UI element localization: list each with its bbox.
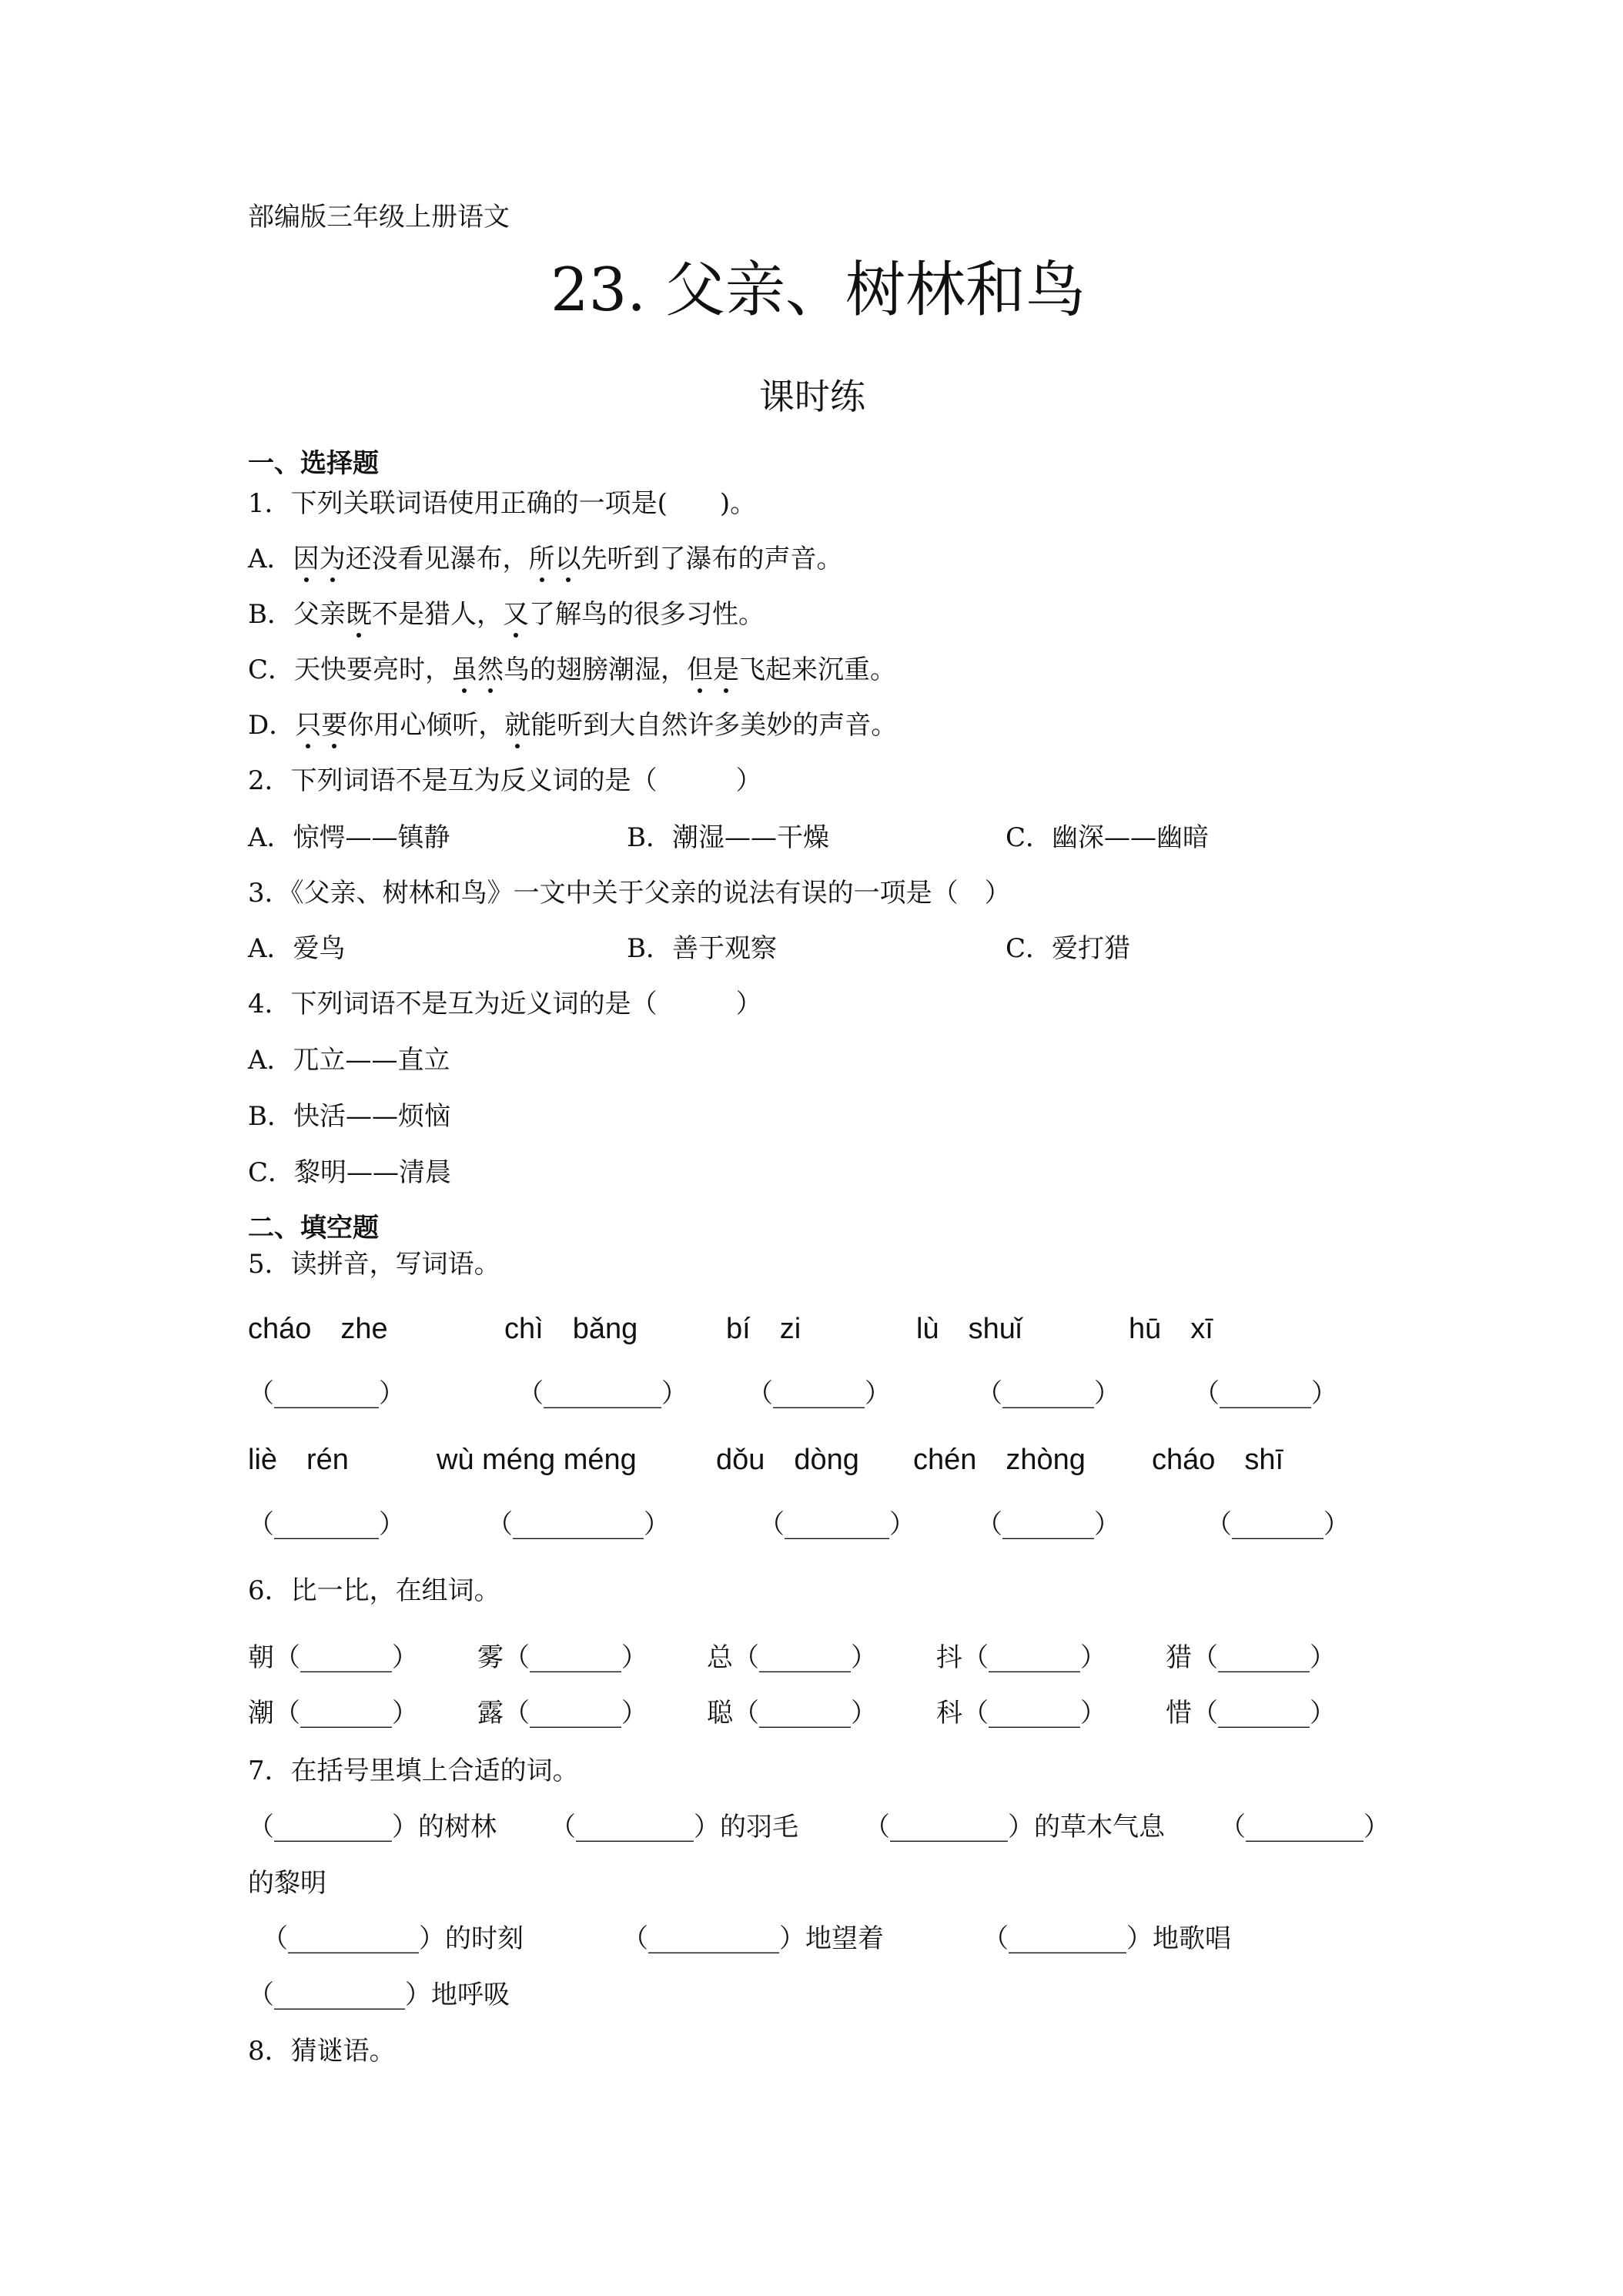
emphasized-word: 所以 [528, 544, 581, 574]
pinyin-cell: liè rén [248, 1444, 349, 1476]
q5-stem: 5．读拼音，写词语。 [248, 1249, 500, 1280]
q4-option-c: C．黎明——清晨 [248, 1157, 452, 1188]
pinyin-cell: cháo shī [1152, 1444, 1284, 1476]
page-subtitle: 课时练 [759, 376, 865, 417]
emphasized-word: 既 [346, 599, 372, 630]
answer-blank[interactable]: （_______） [747, 1378, 891, 1409]
pinyin-cell: hū xī [1129, 1313, 1213, 1345]
answer-blank[interactable]: （________） [758, 1509, 915, 1540]
phrase-blank[interactable]: （__________）地望着 [622, 1923, 884, 1954]
book-label: 部编版三年级上册语文 [248, 202, 510, 233]
page-title: 23. 父亲、树林和鸟 [550, 256, 1086, 325]
option-text: 能听到大自然许多美妙的声音。 [530, 710, 898, 741]
q3-stem: 3．《父亲、树林和鸟》一文中关于父亲的说法有误的一项是（ ） [248, 878, 1011, 909]
pinyin-cell: dǒu dònɡ [716, 1444, 859, 1476]
char-blank[interactable]: 抖（_______） [936, 1642, 1106, 1673]
option-text: 先听到了瀑布的声音。 [581, 544, 843, 574]
phrase-blank[interactable]: （_________）的草木气息 [864, 1812, 1165, 1842]
char-blank[interactable]: 猎（_______） [1166, 1642, 1336, 1673]
q2-option-c: C．幽深——幽暗 [1006, 822, 1210, 853]
q7-stem: 7．在括号里填上合适的词。 [248, 1755, 579, 1786]
q2-option-a: A．惊愕——镇静 [248, 822, 450, 853]
phrase-blank[interactable]: （__________）地呼吸 [248, 1980, 510, 2010]
option-letter: A． [248, 544, 293, 574]
option-text: 还没看见瀑布， [345, 544, 529, 574]
q3-option-a: A．爱鸟 [248, 933, 346, 964]
q1-option-c [248, 654, 896, 685]
option-text: 不是猎人， [372, 599, 503, 630]
answer-blank[interactable]: （_______） [976, 1378, 1120, 1409]
option-text: 飞起来沉重。 [739, 654, 897, 685]
q1-option-a [248, 544, 843, 574]
char-blank[interactable]: 科（_______） [936, 1698, 1106, 1729]
q4-option-a: A．兀立——直立 [248, 1045, 450, 1076]
option-text: C．天快要亮时， [248, 654, 452, 685]
option-text: 鸟的翅膀潮湿， [504, 654, 688, 685]
phrase-blank[interactable]: （_________）的羽毛 [550, 1812, 798, 1842]
answer-blank[interactable]: （_______） [1193, 1378, 1337, 1409]
emphasized-word: 因为 [293, 544, 346, 574]
option-letter: D． [248, 710, 296, 741]
answer-blank[interactable]: （_______） [976, 1509, 1120, 1540]
emphasized-word: 但是 [687, 654, 740, 685]
q1-stem: 1．下列关联词语使用正确的一项是( )。 [248, 488, 757, 519]
section-heading-choice: 一、选择题 [248, 448, 379, 479]
char-blank[interactable]: 惜（_______） [1166, 1698, 1336, 1729]
q4-option-b: B．快活——烦恼 [248, 1101, 450, 1132]
char-blank[interactable]: 朝（_______） [248, 1642, 418, 1673]
q1-option-b [248, 599, 765, 630]
char-blank[interactable]: 露（_______） [477, 1698, 648, 1729]
q8-stem: 8．猜谜语。 [248, 2036, 396, 2067]
pinyin-cell: wù ménɡ ménɡ [437, 1444, 637, 1476]
q3-option-b: B．善于观察 [627, 933, 777, 964]
phrase-blank[interactable]: （_________）的树林 [248, 1812, 497, 1842]
pinyin-cell: bí zi [726, 1313, 801, 1345]
option-text: 你用心倾听， [347, 710, 505, 741]
q4-stem: 4．下列词语不是互为近义词的是（ ） [248, 989, 762, 1019]
char-blank[interactable]: 潮（_______） [248, 1698, 418, 1729]
phrase-continued: 的黎明 [248, 1868, 326, 1899]
q2-option-b: B．潮湿——干燥 [627, 822, 829, 853]
pinyin-cell: chì bǎnɡ [504, 1313, 638, 1345]
section-heading-fill: 二、填空题 [248, 1213, 379, 1243]
q6-stem: 6．比一比，在组词。 [248, 1575, 500, 1606]
q2-stem: 2．下列词语不是互为反义词的是（ ） [248, 765, 762, 796]
option-text: B．父亲 [248, 599, 346, 630]
phrase-blank[interactable]: （_________）地歌唱 [982, 1923, 1231, 1954]
phrase-blank[interactable]: （_________） [1220, 1812, 1390, 1842]
emphasized-word: 只要 [295, 710, 348, 741]
pinyin-cell: chén zhònɡ [913, 1444, 1086, 1476]
q1-option-d [248, 710, 897, 741]
q3-option-c: C．爱打猎 [1006, 933, 1131, 964]
phrase-blank[interactable]: （__________）的时刻 [262, 1923, 524, 1954]
answer-blank[interactable]: （_______） [1206, 1509, 1350, 1540]
answer-blank[interactable]: （________） [248, 1509, 405, 1540]
char-blank[interactable]: 聪（_______） [707, 1698, 877, 1729]
answer-blank[interactable]: （_________） [517, 1378, 688, 1409]
answer-blank[interactable]: （________） [248, 1378, 405, 1409]
emphasized-word: 虽然 [451, 654, 504, 685]
pinyin-cell: cháo zhe [248, 1313, 388, 1345]
pinyin-cell: lù shuǐ [916, 1313, 1022, 1345]
char-blank[interactable]: 雾（_______） [477, 1642, 648, 1673]
char-blank[interactable]: 总（_______） [707, 1642, 877, 1673]
answer-blank[interactable]: （__________） [487, 1509, 670, 1540]
emphasized-word: 就 [504, 710, 531, 741]
option-text: 了解鸟的很多习性。 [529, 599, 765, 630]
emphasized-word: 又 [503, 599, 529, 630]
